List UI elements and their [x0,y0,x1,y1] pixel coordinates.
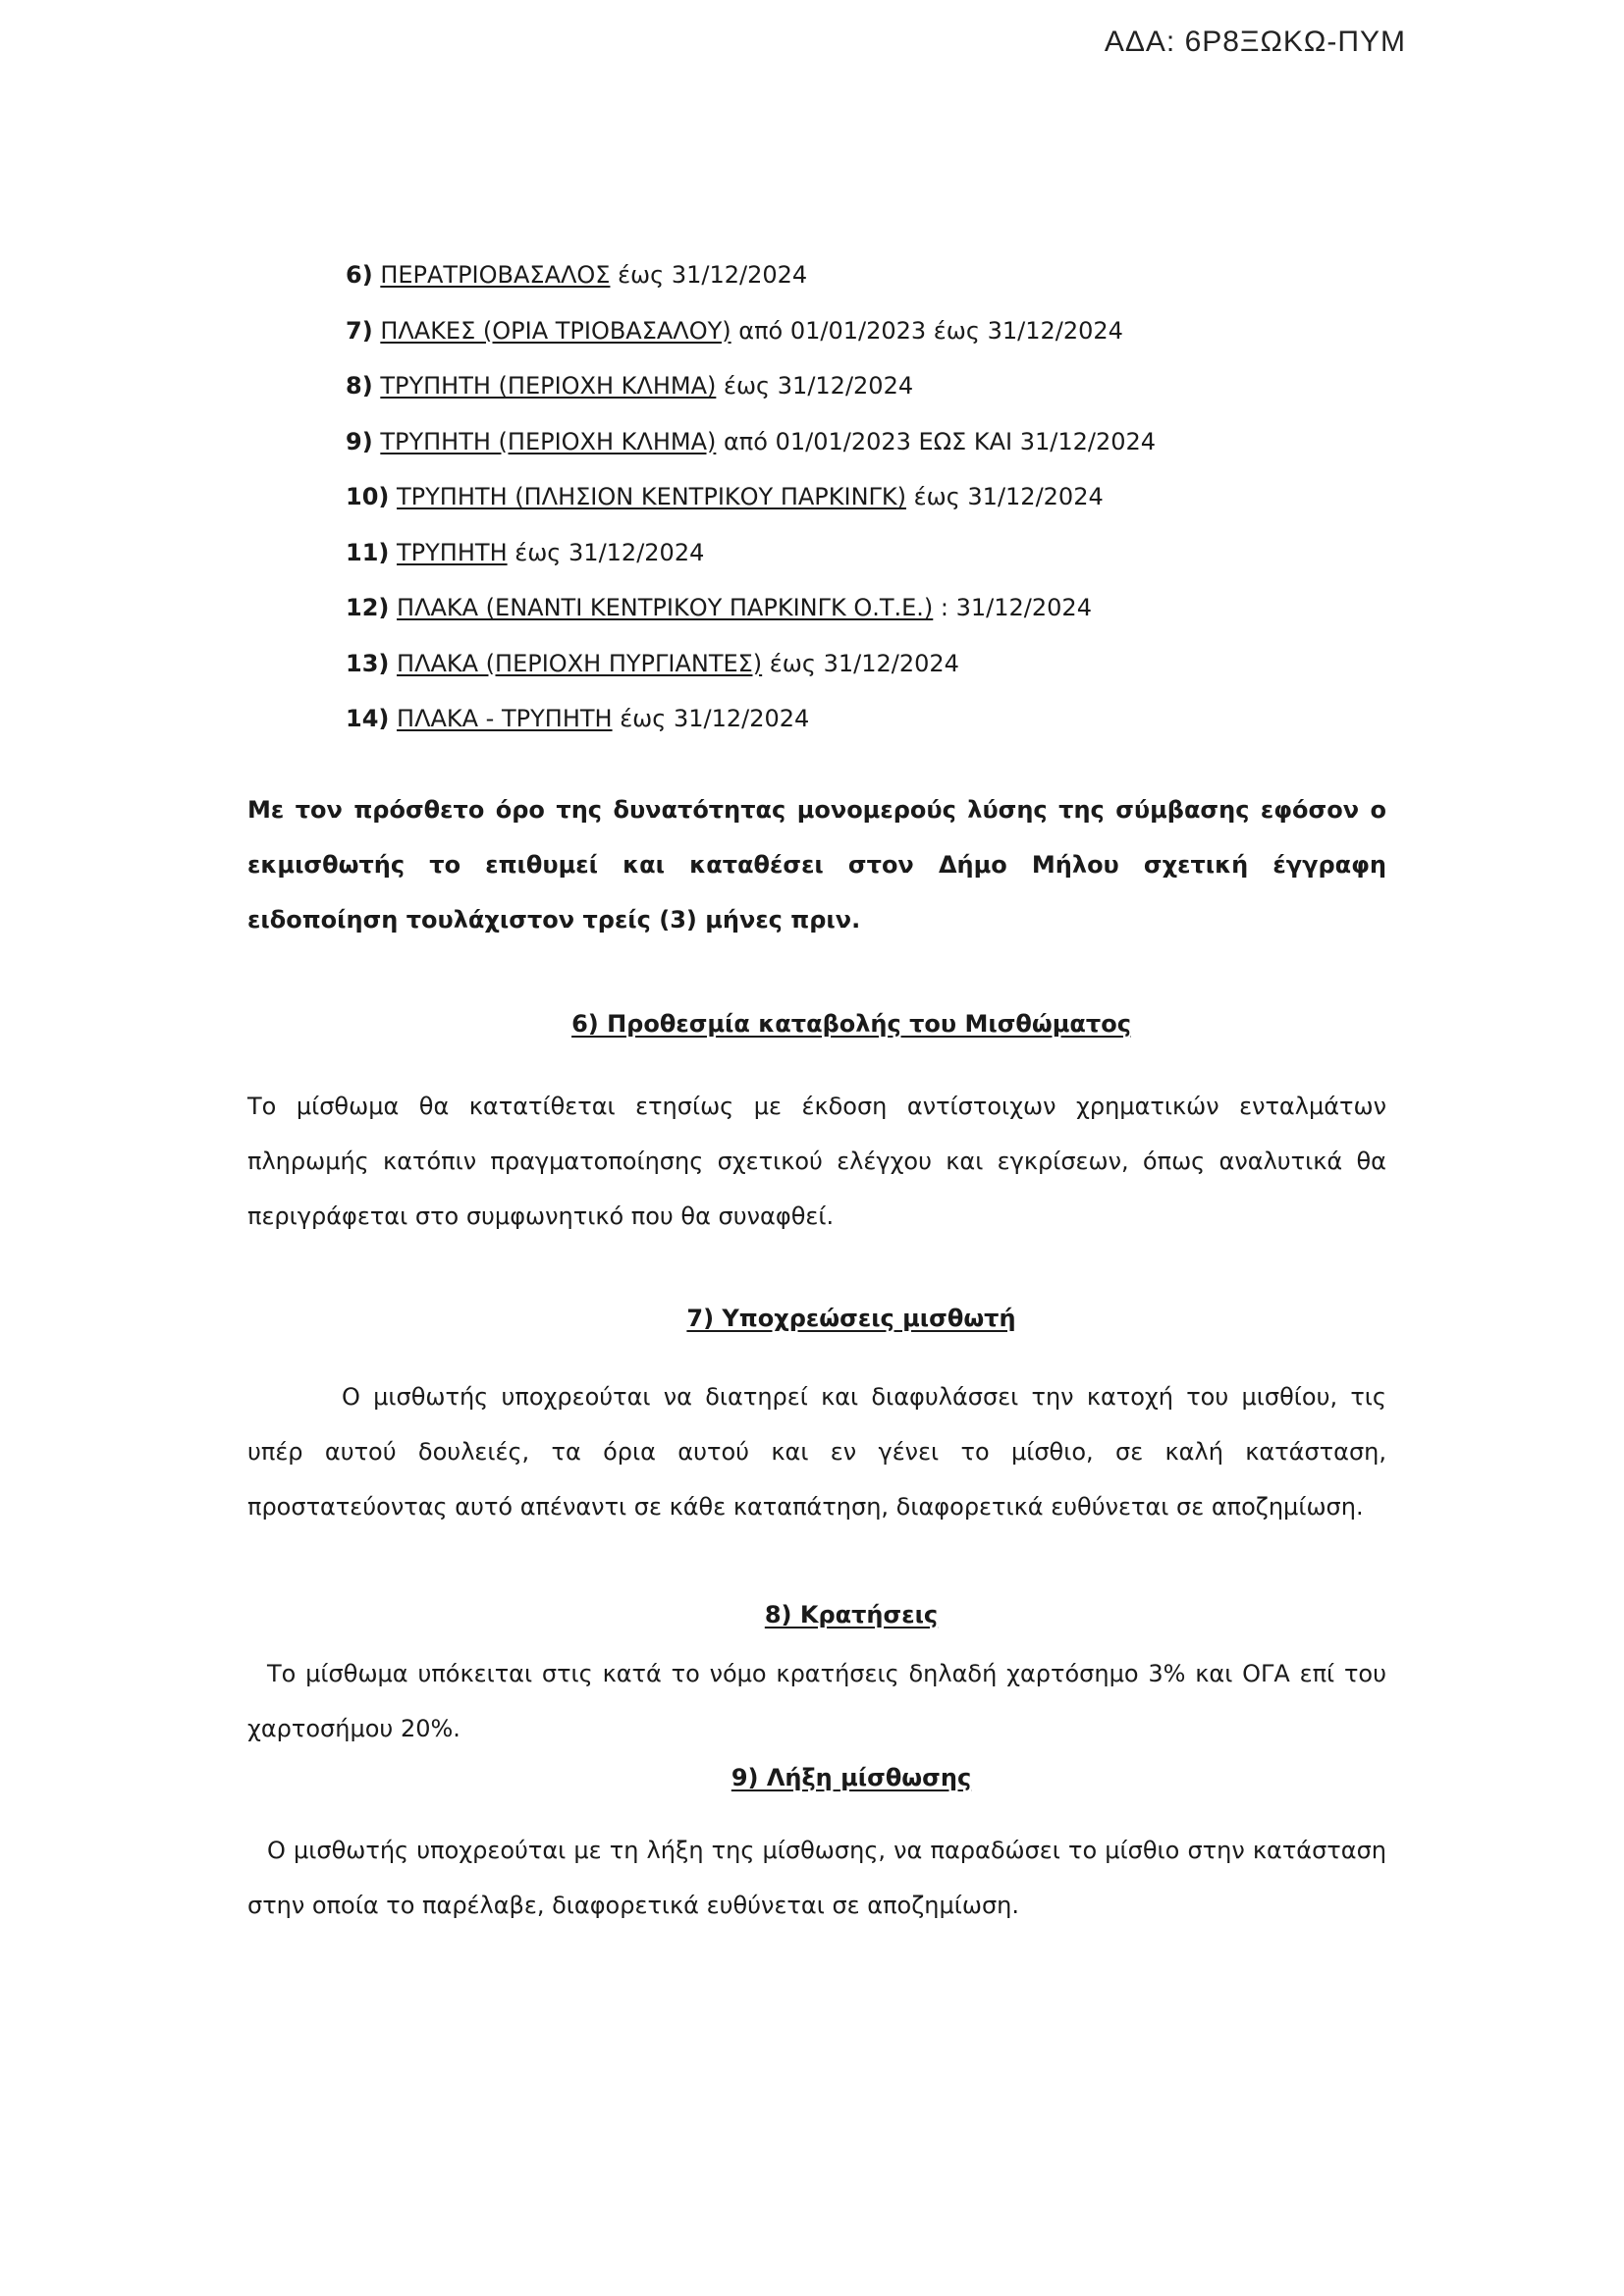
item-period: έως 31/12/2024 [507,538,705,566]
section-title-tenant-obligations: 7) Υποχρεώσεις μισθωτή [686,1304,1016,1332]
list-item [346,303,1386,359]
list-item [346,247,1386,303]
section-body-lease-end: Ο μισθωτής υποχρεούται με τη λήξη της μίσθωσης, να παραδώσει το μίσθιο στην κατάσταση στην οποία το παρέλαβε, διαφορετικά ευθύνεται σε αποζημίωση. [247,1836,1386,1919]
list-item [346,525,1386,581]
item-period: : 31/12/2024 [933,594,1092,621]
item-number: 6) [346,261,373,289]
section-title-deductions: 8) Κρατήσεις [764,1600,939,1629]
item-period: έως 31/12/2024 [716,372,914,400]
section-body-tenant-obligations: Ο μισθωτής υποχρεούται να διατηρεί και διαφυλάσσει την κατοχή του μισθίου, τις υπέρ αυτού δουλειές, τα όρια αυτού και εν γένει το μίσθιο, σε καλή κατάσταση, προστατεύοντας αυτό απέναντι σε κάθε καταπάτηση, διαφορετικά ευθύνεται σε αποζημίωση. [247,1382,1386,1521]
item-period: έως 31/12/2024 [762,649,959,677]
termination-clause: Με τον πρόσθετο όρο της δυνατότητας μονομερούς λύσης της σύμβασης εφόσον ο εκμισθωτής το επιθυμεί και καταθέσει στον Δήμο Μήλου σχετική έγγραφη ειδοποίηση τουλάχιστον τρείς (3) μήνες πριν. [247,795,1386,934]
item-number: 10) [346,483,390,510]
item-number: 8) [346,372,373,400]
section-title-payment-deadline: 6) Προθεσμία καταβολής του Μισθώματος [571,1009,1131,1038]
section-body-payment-deadline: Το μίσθωμα θα κατατίθεται ετησίως με έκδοση αντίστοιχων χρηματικών ενταλμάτων πληρωμής κατόπιν πραγματοποίησης σχετικού ελέγχου και εγκρίσεων, όπως αναλυτικά θα περιγράφεται στο συμφωνητικό που θα συναφθεί. [247,1092,1386,1230]
item-location: ΤΡΥΠΗΤΗ (ΠΛΗΣΙΟΝ ΚΕΝΤΡΙΚΟΥ ΠΑΡΚΙΝΓΚ) [397,483,906,510]
list-item [346,691,1386,747]
list-item [346,414,1386,470]
item-location: ΠΛΑΚΑ - ΤΡΥΠΗΤΗ [397,705,613,732]
item-number: 12) [346,594,390,621]
item-period: έως 31/12/2024 [610,261,808,289]
item-period: έως 31/12/2024 [612,705,810,732]
section-title-lease-end: 9) Λήξη μίσθωσης [731,1763,972,1791]
item-number: 13) [346,649,390,677]
item-number: 11) [346,538,390,566]
list-item [346,580,1386,636]
item-location: ΠΛΑΚΑ (ΠΕΡΙΟΧΗ ΠΥΡΓΙΑΝΤΕΣ) [397,649,763,677]
section-body-deductions: Το μίσθωμα υπόκειται στις κατά το νόμο κρατήσεις δηλαδή χαρτόσημο 3% και ΟΓΑ επί του χαρτοσήμου 20%. [247,1659,1386,1742]
list-item [346,636,1386,692]
item-location: ΤΡΥΠΗΤΗ (ΠΕΡΙΟΧΗ ΚΛΗΜΑ) [380,372,717,400]
item-period: από 01/01/2023 έως 31/12/2024 [731,316,1123,345]
item-location: ΠΕΡΑΤΡΙΟΒΑΣΑΛΟΣ [380,261,611,289]
item-number: 14) [346,705,390,732]
document-body [247,247,1386,1933]
item-number: 9) [346,427,373,455]
list-item [346,469,1386,525]
item-period: έως 31/12/2024 [906,483,1104,510]
item-location: ΠΛΑΚΕΣ (ΟΡΙΑ ΤΡΙΟΒΑΣΑΛΟΥ) [380,316,731,345]
item-period: από 01/01/2023 ΕΩΣ ΚΑΙ 31/12/2024 [716,427,1157,455]
list-item [346,358,1386,414]
item-location: ΠΛΑΚΑ (ΕΝΑΝΤΙ ΚΕΝΤΡΙΚΟΥ ΠΑΡΚΙΝΓΚ Ο.Τ.Ε.) [397,594,934,621]
item-number: 7) [346,316,373,345]
item-location: ΤΡΥΠΗΤΗ (ΠΕΡΙΟΧΗ ΚΛΗΜΑ) [380,427,717,455]
location-list [346,247,1386,747]
item-location: ΤΡΥΠΗΤΗ [397,538,508,566]
ada-code: ΑΔΑ: 6Ρ8ΞΩΚΩ-ΠΥΜ [1104,26,1406,58]
